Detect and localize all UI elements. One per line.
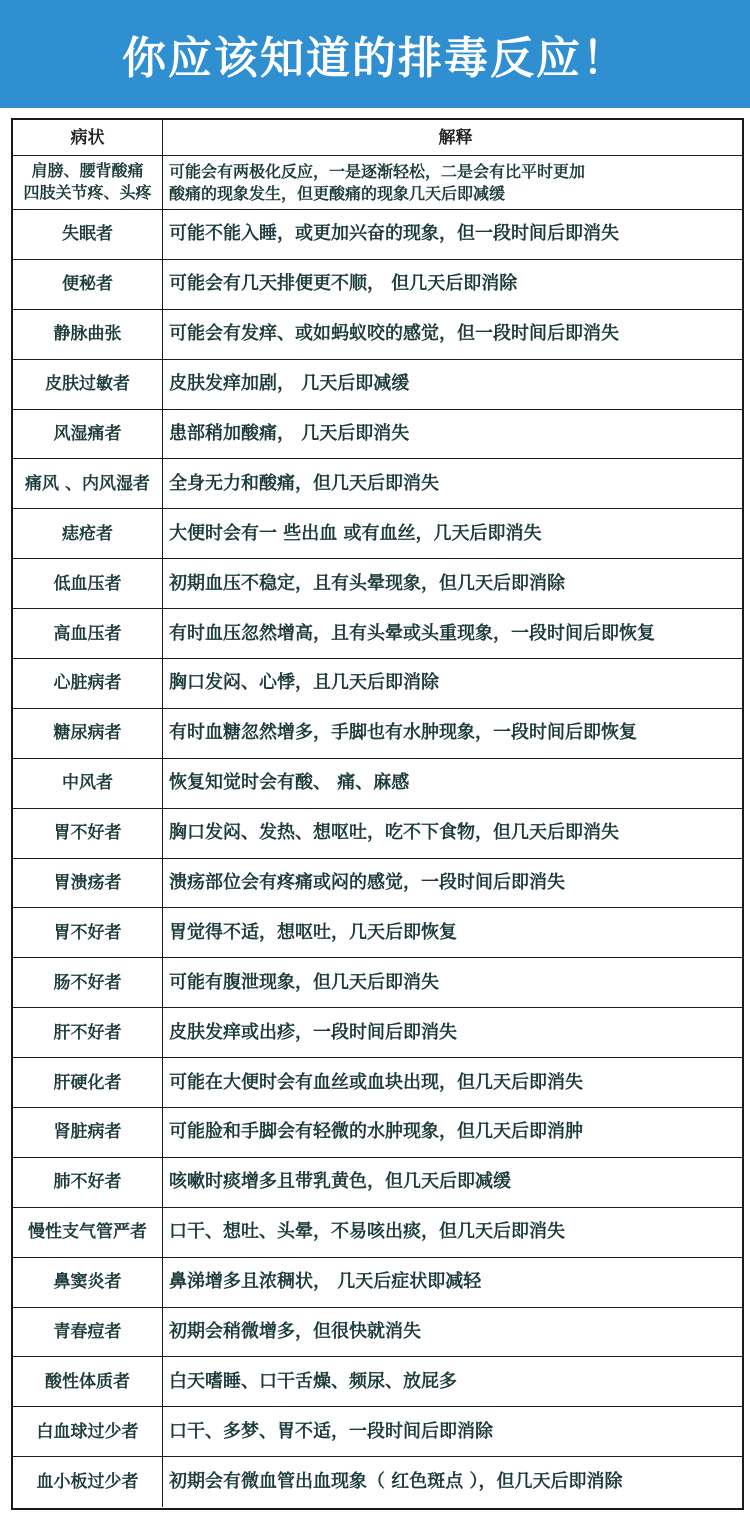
symptom-cell: 皮肤过敏者 [13,360,163,409]
table-row [13,559,742,609]
symptom-cell: 血小板过少者 [13,1457,163,1507]
explanation-cell: 可能会有两极化反应，一是逐渐轻松，二是会有比平时更加 酸痛的现象发生，但更酸痛的现象几天后即减缓 [169,161,586,203]
explanation-cell: 咳嗽时痰增多且带乳黄色，但几天后即减缓 [169,1171,511,1193]
explanation-cell: 溃疡部位会有疼痛或闷的感觉，一段时间后即消失 [169,872,565,894]
symptom-cell: 肠不好者 [13,958,163,1007]
symptom-cell: 肝硬化者 [13,1058,163,1107]
explanation-cell: 白天嗜睡、口干舌燥、频尿、放屁多 [169,1370,457,1392]
explanation-cell: 可能脸和手脚会有轻微的水肿现象，但几天后即消肿 [169,1121,583,1143]
explanation-cell: 可能不能入睡，或更加兴奋的现象，但一段时间后即消失 [169,223,619,245]
explanation-cell: 有时血糖忽然增多，手脚也有水肿现象，一段时间后即恢复 [169,722,637,744]
symptom-cell: 低血压者 [13,559,163,608]
header-explanation: 解释 [438,127,473,148]
table-row [13,1457,742,1507]
table-row [13,459,742,509]
symptom-cell: 酸性体质者 [13,1357,163,1406]
table-row [13,809,742,859]
symptom-cell: 肝不好者 [13,1008,163,1057]
explanation-cell: 口干、多梦、胃不适，一段时间后即消除 [169,1420,493,1442]
table-row [13,659,742,709]
symptom-cell: 中风者 [13,759,163,808]
table-row [13,958,742,1008]
symptom-cell: 心脏病者 [13,659,163,708]
table-row [13,1208,742,1258]
title-banner [0,0,750,108]
explanation-cell: 全身无力和酸痛，但几天后即消失 [169,472,439,494]
table-row [13,156,742,210]
symptom-cell: 风湿痛者 [13,410,163,459]
explanation-cell: 初期会稍微增多，但很快就消失 [169,1321,421,1343]
table-row [13,509,742,559]
table-row [13,1258,742,1308]
explanation-cell: 有时血压忽然增高，且有头晕或头重现象，一段时间后即恢复 [169,622,655,644]
table-row [13,210,742,260]
symptom-cell: 静脉曲张 [13,310,163,359]
explanation-cell: 恢复知觉时会有酸、 痛、麻感 [169,772,410,794]
table-row [13,1407,742,1457]
symptom-cell: 高血压者 [13,609,163,658]
table-row [13,1357,742,1407]
symptom-cell: 白血球过少者 [13,1407,163,1456]
explanation-cell: 口干、想吐、头晕，不易咳出痰，但几天后即消失 [169,1221,565,1243]
explanation-cell: 初期血压不稳定，且有头晕现象，但几天后即消除 [169,572,565,594]
explanation-cell: 初期会有微血管出血现象（ 红色斑点 ），但几天后即消除 [169,1471,623,1493]
explanation-cell: 皮肤发痒或出疹，一段时间后即消失 [169,1021,457,1043]
explanation-cell: 可能有腹泄现象，但几天后即消失 [169,971,439,993]
symptom-cell: 肾脏病者 [13,1108,163,1157]
symptom-cell: 胃溃疡者 [13,859,163,908]
symptom-cell: 肺不好者 [13,1158,163,1207]
table-row [13,1308,742,1358]
explanation-cell: 可能会有几天排便更不顺， 但几天后即消除 [169,273,518,295]
symptom-cell: 糖尿病者 [13,709,163,758]
table-row [13,1108,742,1158]
symptom-cell: 肩膀、腰背酸痛 四肢关节疼、头疼 [13,156,163,209]
symptom-cell: 痣疮者 [13,509,163,558]
header-symptom: 病状 [13,120,163,155]
table-row [13,908,742,958]
explanation-cell: 可能在大便时会有血丝或血块出现，但几天后即消失 [169,1071,583,1093]
table-row [13,759,742,809]
table-row [13,709,742,759]
table-row [13,410,742,460]
table-row [13,1058,742,1108]
explanation-cell: 胸口发闷、心悸，且几天后即消除 [169,672,439,694]
table-row [13,859,742,909]
table-row [13,1158,742,1208]
page-title: 你应该知道的排毒反应！ [122,33,628,84]
table-row [13,310,742,360]
symptom-cell: 鼻窦炎者 [13,1258,163,1307]
table-header-row [13,120,742,156]
symptom-cell: 便秘者 [13,260,163,309]
explanation-cell: 可能会有发痒、或如蚂蚁咬的感觉，但一段时间后即消失 [169,323,619,345]
table-row [13,260,742,310]
explanation-cell: 胃觉得不适，想呕吐，几天后即恢复 [169,921,457,943]
explanation-cell: 大便时会有一 些出血 或有血丝，几天后即消失 [169,522,542,544]
symptom-cell: 慢性支气管严者 [13,1208,163,1257]
symptom-cell: 痛风 、内风湿者 [13,459,163,508]
explanation-cell: 患部稍加酸痛， 几天后即消失 [169,423,410,444]
symptom-table [11,118,744,1510]
explanation-cell: 胸口发闷、发热、想呕吐，吃不下食物，但几天后即消失 [169,822,619,844]
explanation-cell: 皮肤发痒加剧， 几天后即减缓 [169,373,410,395]
table-row [13,1008,742,1058]
symptom-cell: 胃不好者 [13,908,163,957]
symptom-cell: 青春痘者 [13,1308,163,1357]
symptom-cell: 失眠者 [13,210,163,259]
table-row [13,609,742,659]
table-row [13,360,742,410]
explanation-cell: 鼻涕增多且浓稠状， 几天后症状即减轻 [169,1271,482,1293]
symptom-cell: 胃不好者 [13,809,163,858]
